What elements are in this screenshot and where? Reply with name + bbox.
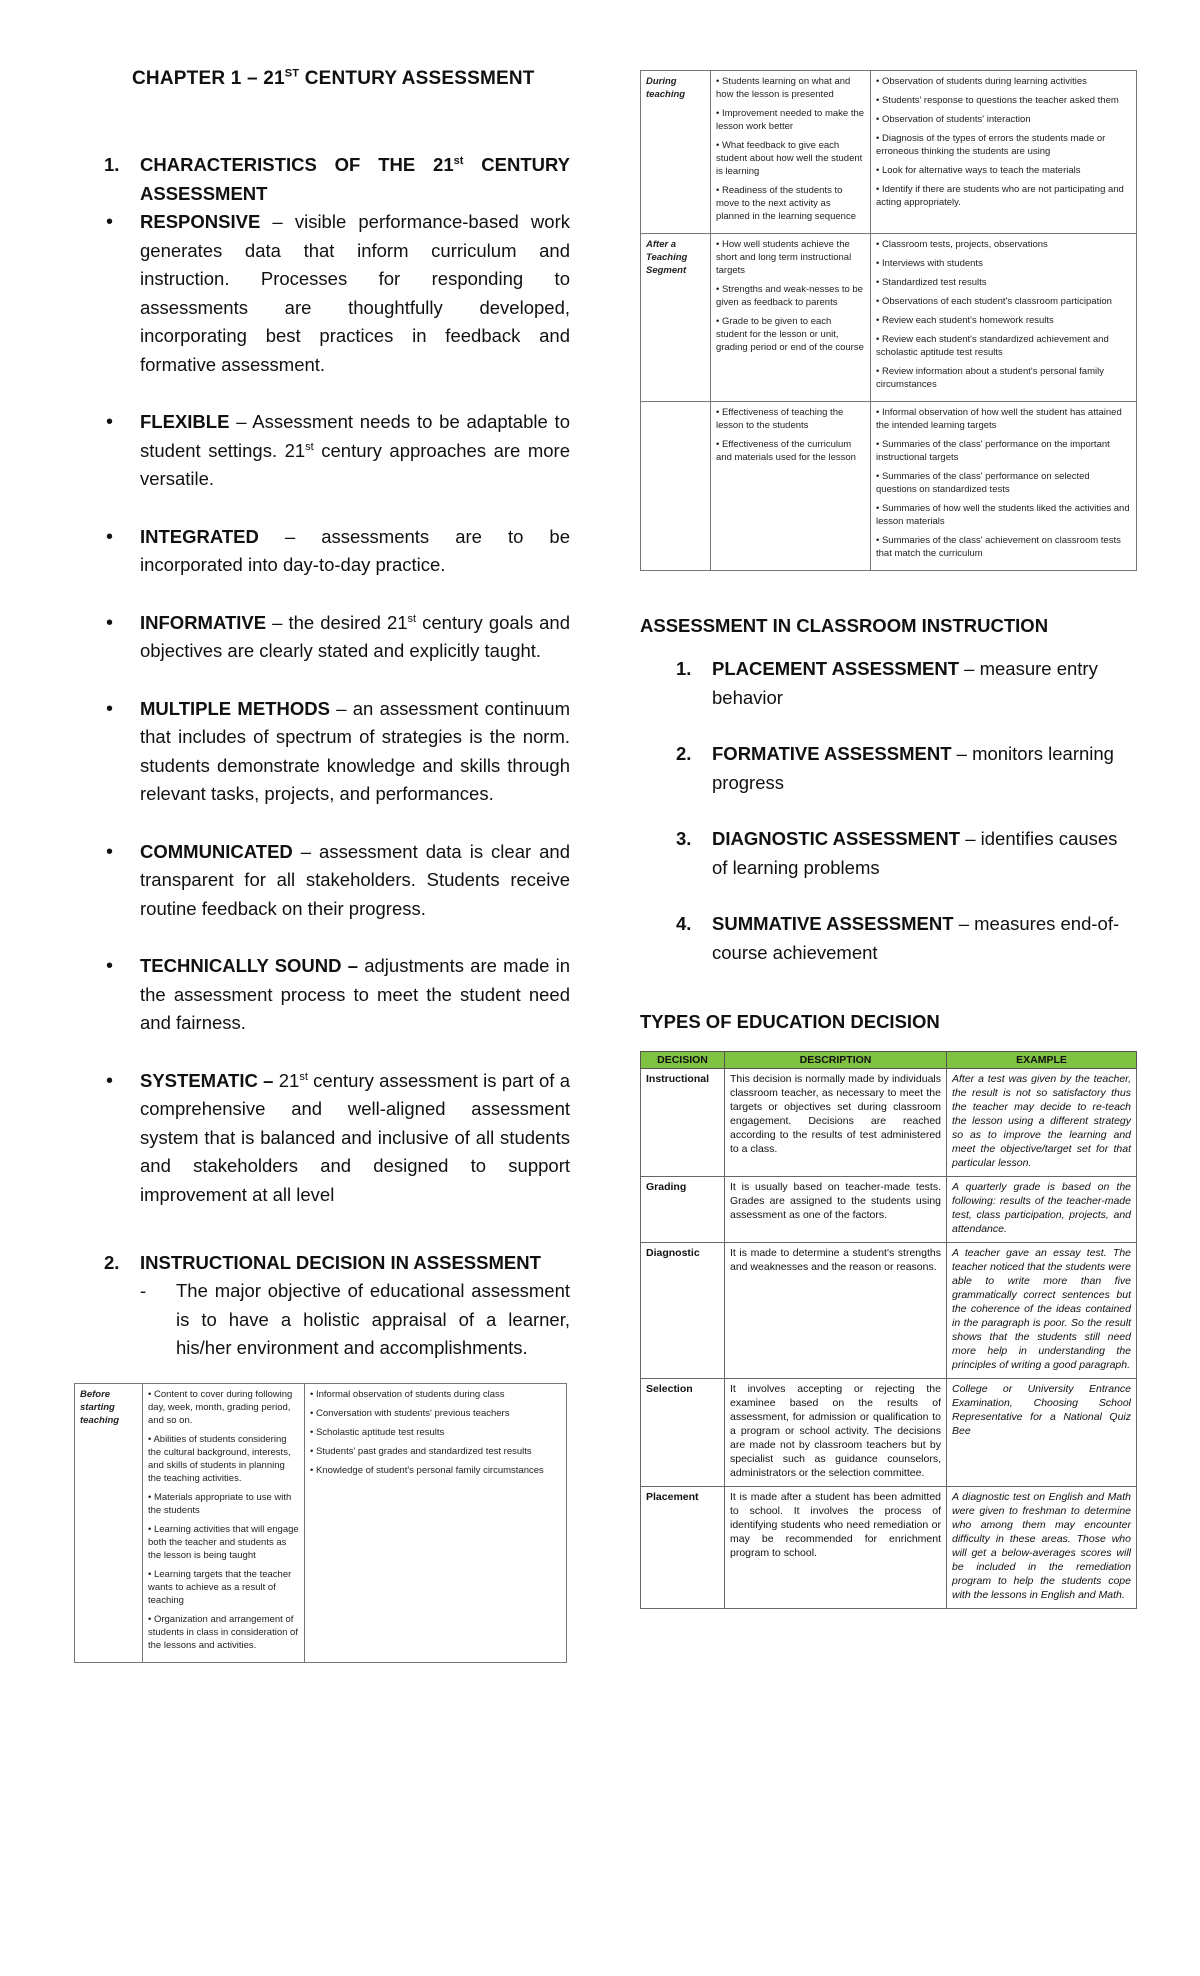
before-question-item: • Learning activities that will engage both the teacher and students as the lesson is being taught: [148, 1523, 299, 1562]
before-question-item: • Materials appropriate to use with the students: [148, 1491, 299, 1517]
decision-name: Diagnostic: [641, 1243, 725, 1379]
characteristic-item: • MULTIPLE METHODS – an assessment continuum that includes of spectrum of strategies is the norm. students demonstrate knowledge and skills through relevant tasks, projects, and performances.: [104, 695, 570, 809]
characteristic-item: • COMMUNICATED – assessment data is clear and transparent for all stakeholders. Students receive routine feedback on their progress.: [104, 838, 570, 924]
characteristic-term: RESPONSIVE: [140, 211, 261, 232]
characteristics-list: [104, 208, 570, 1209]
section-1-number: 1.: [104, 154, 120, 175]
teaching-segment-row: [641, 71, 1137, 234]
header-description: DESCRIPTION: [725, 1052, 947, 1069]
classroom-instruction-heading: ASSESSMENT IN CLASSROOM INSTRUCTION: [640, 615, 1049, 636]
teaching-segment-row: [641, 234, 1137, 402]
section-2-title: INSTRUCTIONAL DECISION IN ASSESSMENT: [140, 1252, 541, 1273]
segment-source-item: • Informal observation of how well the student has attained the intended learning targets: [876, 406, 1131, 432]
segment-source-item: • Observation of students' interaction: [876, 113, 1131, 126]
segment-source-item: • Review information about a student's personal family circumstances: [876, 365, 1131, 391]
decision-description: This decision is normally made by individuals classroom teacher, as necessary to meet the targets or objectives set during classroom engagement. Decisions are reached according to the results of test administered to a class.: [725, 1069, 947, 1177]
segment-source-item: • Observation of students during learning activities: [876, 75, 1131, 88]
before-source-item: • Knowledge of student's personal family circumstances: [310, 1464, 561, 1477]
assessment-term: PLACEMENT ASSESSMENT: [712, 658, 960, 679]
classroom-assessment-item: 3. DIAGNOSTIC ASSESSMENT – identifies causes of learning problems: [640, 825, 1136, 882]
segment-source-item: • Summaries of the class' performance on the important instructional targets: [876, 438, 1131, 464]
education-decision-table: [640, 1051, 1137, 1609]
decision-row: [641, 1069, 1137, 1177]
decision-description: It is usually based on teacher-made tests. Grades are assigned to the students using assessment as one of the factors.: [725, 1177, 947, 1243]
segment-source-item: • Students' response to questions the teacher asked them: [876, 94, 1131, 107]
item-number: 1.: [676, 658, 692, 679]
segment-questions-cell: [711, 234, 871, 402]
assessment-term: FORMATIVE ASSESSMENT: [712, 743, 952, 764]
segment-source-item: • Standardized test results: [876, 276, 1131, 289]
header-decision: DECISION: [641, 1052, 725, 1069]
segment-label: [641, 402, 711, 571]
characteristic-term: INTEGRATED: [140, 525, 259, 547]
classroom-assessment-item: 2. FORMATIVE ASSESSMENT – monitors learning progress: [640, 740, 1136, 797]
segment-source-item: • Classroom tests, projects, observations: [876, 238, 1131, 251]
decision-row: [641, 1379, 1137, 1487]
segment-source-item: • Review each student's homework results: [876, 314, 1131, 327]
segment-question-item: • Improvement needed to make the lesson work better: [716, 107, 865, 133]
before-question-item: • Content to cover during following day, week, month, grading period, and so on.: [148, 1388, 299, 1427]
chapter-title: CHAPTER 1 – 21ST CENTURY ASSESSMENT: [132, 67, 535, 89]
before-question-item: • Learning targets that the teacher wants to achieve as a result of teaching: [148, 1568, 299, 1607]
decision-name: Grading: [641, 1177, 725, 1243]
education-decision-heading: TYPES OF EDUCATION DECISION: [640, 1011, 940, 1032]
decision-example: A diagnostic test on English and Math were given to freshman to determine who among them may encounter difficulty in these areas. Those who will get a below-averages scores will be included in the remediation program to help the students cope with the lessons in English and Math.: [947, 1487, 1137, 1609]
header-example: EXAMPLE: [947, 1052, 1137, 1069]
characteristic-item: • RESPONSIVE – visible performance-based work generates data that inform curriculum and instruction. Processes for responding to assessments are thoughtfully developed, incorporating best practices in feedback and formative assessment.: [104, 208, 570, 379]
characteristic-term: COMMUNICATED: [140, 840, 293, 862]
segment-source-item: • Interviews with students: [876, 257, 1131, 270]
characteristic-term: TECHNICALLY SOUND –: [140, 955, 359, 976]
segment-source-item: • Summaries of how well the students liked the activities and lesson materials: [876, 502, 1131, 528]
before-sources-cell: [305, 1383, 567, 1662]
decision-example: A teacher gave an essay test. The teacher noticed that the students were able to write more than five grammatically correct sentences but the coherence of the ideas contained in the paragraph is poor. So the result shows that the students still need more help in understanding the principles of writing a good paragraph.: [947, 1243, 1137, 1379]
before-segment-label: Before starting teaching: [75, 1383, 143, 1662]
segment-label: After a Teaching Segment: [641, 234, 711, 402]
before-source-item: • Conversation with students' previous teachers: [310, 1407, 561, 1420]
decision-table-header: [641, 1052, 1137, 1069]
decision-description: It is made after a student has been admitted to school. It involves the process of identifying students who need remediation or may be recommended for enrichment program to school.: [725, 1487, 947, 1609]
segment-source-item: • Identify if there are students who are not participating and acting appropriately.: [876, 183, 1131, 209]
segment-source-item: • Look for alternative ways to teach the materials: [876, 164, 1131, 177]
segment-label: During teaching: [641, 71, 711, 234]
segment-sources-cell: [871, 234, 1137, 402]
segment-source-item: • Summaries of the class' achievement on classroom tests that match the curriculum: [876, 534, 1131, 560]
before-question-item: • Organization and arrangement of students in class in consideration of the lessons and activities.: [148, 1613, 299, 1652]
characteristic-item: • FLEXIBLE – Assessment needs to be adaptable to student settings. 21st century approaches are more versatile.: [104, 408, 570, 494]
during-after-teaching-table: [640, 70, 1137, 571]
before-source-item: • Students' past grades and standardized test results: [310, 1445, 561, 1458]
before-question-item: • Abilities of students considering the cultural background, interests, and skills of students in planning the teaching activities.: [148, 1433, 299, 1485]
left-column: [80, 67, 571, 1663]
segment-questions-cell: [711, 71, 871, 234]
segment-questions-cell: [711, 402, 871, 571]
assessment-term: DIAGNOSTIC ASSESSMENT: [712, 828, 961, 849]
segment-question-item: • Effectiveness of the curriculum and materials used for the lesson: [716, 438, 865, 464]
assessment-term: SUMMATIVE ASSESSMENT: [712, 913, 954, 934]
section-2-paragraph: - The major objective of educational assessment is to have a holistic appraisal of a learner, his/her environment and accomplishments.: [140, 1280, 570, 1358]
segment-source-item: • Observations of each student's classroom participation: [876, 295, 1131, 308]
decision-example: A quarterly grade is based on the following: results of the teacher-made test, class participation, projects, and attendance.: [947, 1177, 1137, 1243]
section-1-heading: [104, 150, 570, 208]
before-source-item: • Informal observation of students during class: [310, 1388, 561, 1401]
segment-question-item: • Strengths and weak-nesses to be given as feedback to parents: [716, 283, 865, 309]
decision-row: [641, 1177, 1137, 1243]
segment-source-item: • Review each student's standardized achievement and scholastic aptitude test results: [876, 333, 1131, 359]
characteristic-item: • SYSTEMATIC – 21st century assessment is part of a comprehensive and well-aligned assessment system that is balanced and inclusive of all students and stakeholders and designed to support improvement at all level: [104, 1067, 570, 1210]
segment-source-item: • Summaries of the class' performance on selected questions on standardized tests: [876, 470, 1131, 496]
decision-name: Selection: [641, 1379, 725, 1487]
decision-row: [641, 1487, 1137, 1609]
segment-sources-cell: [871, 402, 1137, 571]
item-number: 2.: [676, 743, 692, 764]
classroom-assessment-list: [640, 655, 1136, 967]
segment-question-item: • Grade to be given to each student for the lesson or unit, grading period or end of the course: [716, 315, 865, 354]
characteristic-term: INFORMATIVE: [140, 611, 267, 633]
section-1-title: CHARACTERISTICS OF THE 21st CENTURY ASSESSMENT: [140, 154, 570, 204]
before-questions-cell: [143, 1383, 305, 1662]
classroom-assessment-item: 4. SUMMATIVE ASSESSMENT – measures end-of-course achievement: [640, 910, 1136, 967]
decision-description: It involves accepting or rejecting the examinee based on the results of assessment, for admission or qualification to a program or school activity. The decisions are made not by classroom teachers but by specialist such as guidance counselors, administrators or the selection committee.: [725, 1379, 947, 1487]
characteristic-term: MULTIPLE METHODS: [140, 697, 330, 719]
teaching-segment-row: [641, 402, 1137, 571]
item-number: 4.: [676, 913, 692, 934]
before-teaching-table: [74, 1383, 567, 1663]
characteristic-term: FLEXIBLE: [140, 411, 230, 432]
right-column: [640, 70, 1136, 1609]
section-2-number: 2.: [104, 1252, 120, 1273]
segment-source-item: • Diagnosis of the types of errors the students made or erroneous thinking the students are using: [876, 132, 1131, 158]
characteristic-item: • INFORMATIVE – the desired 21st century goals and objectives are clearly stated and explicitly taught.: [104, 609, 570, 666]
segment-question-item: • Effectiveness of teaching the lesson to the students: [716, 406, 865, 432]
decision-name: Placement: [641, 1487, 725, 1609]
characteristic-term: SYSTEMATIC –: [140, 1069, 274, 1091]
segment-question-item: • How well students achieve the short and long term instructional targets: [716, 238, 865, 277]
segment-sources-cell: [871, 71, 1137, 234]
before-source-item: • Scholastic aptitude test results: [310, 1426, 561, 1439]
section-2-heading: [104, 1248, 570, 1277]
decision-example: After a test was given by the teacher, the result is not so satisfactory thus the teacher may decide to re-teach the lesson using a different strategy so as to improve the learning and meet the objective/target set for that particular lesson.: [947, 1069, 1137, 1177]
item-number: 3.: [676, 828, 692, 849]
segment-question-item: • What feedback to give each student about how well the student is learning: [716, 139, 865, 178]
decision-description: It is made to determine a student's strengths and weaknesses and the reason or reasons.: [725, 1243, 947, 1379]
characteristic-item: • TECHNICALLY SOUND – adjustments are made in the assessment process to meet the student need and fairness.: [104, 952, 570, 1038]
characteristic-item: • INTEGRATED – assessments are to be incorporated into day-to-day practice.: [104, 523, 570, 580]
decision-row: [641, 1243, 1137, 1379]
segment-question-item: • Readiness of the students to move to the next activity as planned in the learning sequence: [716, 184, 865, 223]
decision-name: Instructional: [641, 1069, 725, 1177]
classroom-assessment-item: 1. PLACEMENT ASSESSMENT – measure entry behavior: [640, 655, 1136, 712]
segment-question-item: • Students learning on what and how the lesson is presented: [716, 75, 865, 101]
decision-example: College or University Entrance Examination, Choosing School Representative for a National Quiz Bee: [947, 1379, 1137, 1487]
